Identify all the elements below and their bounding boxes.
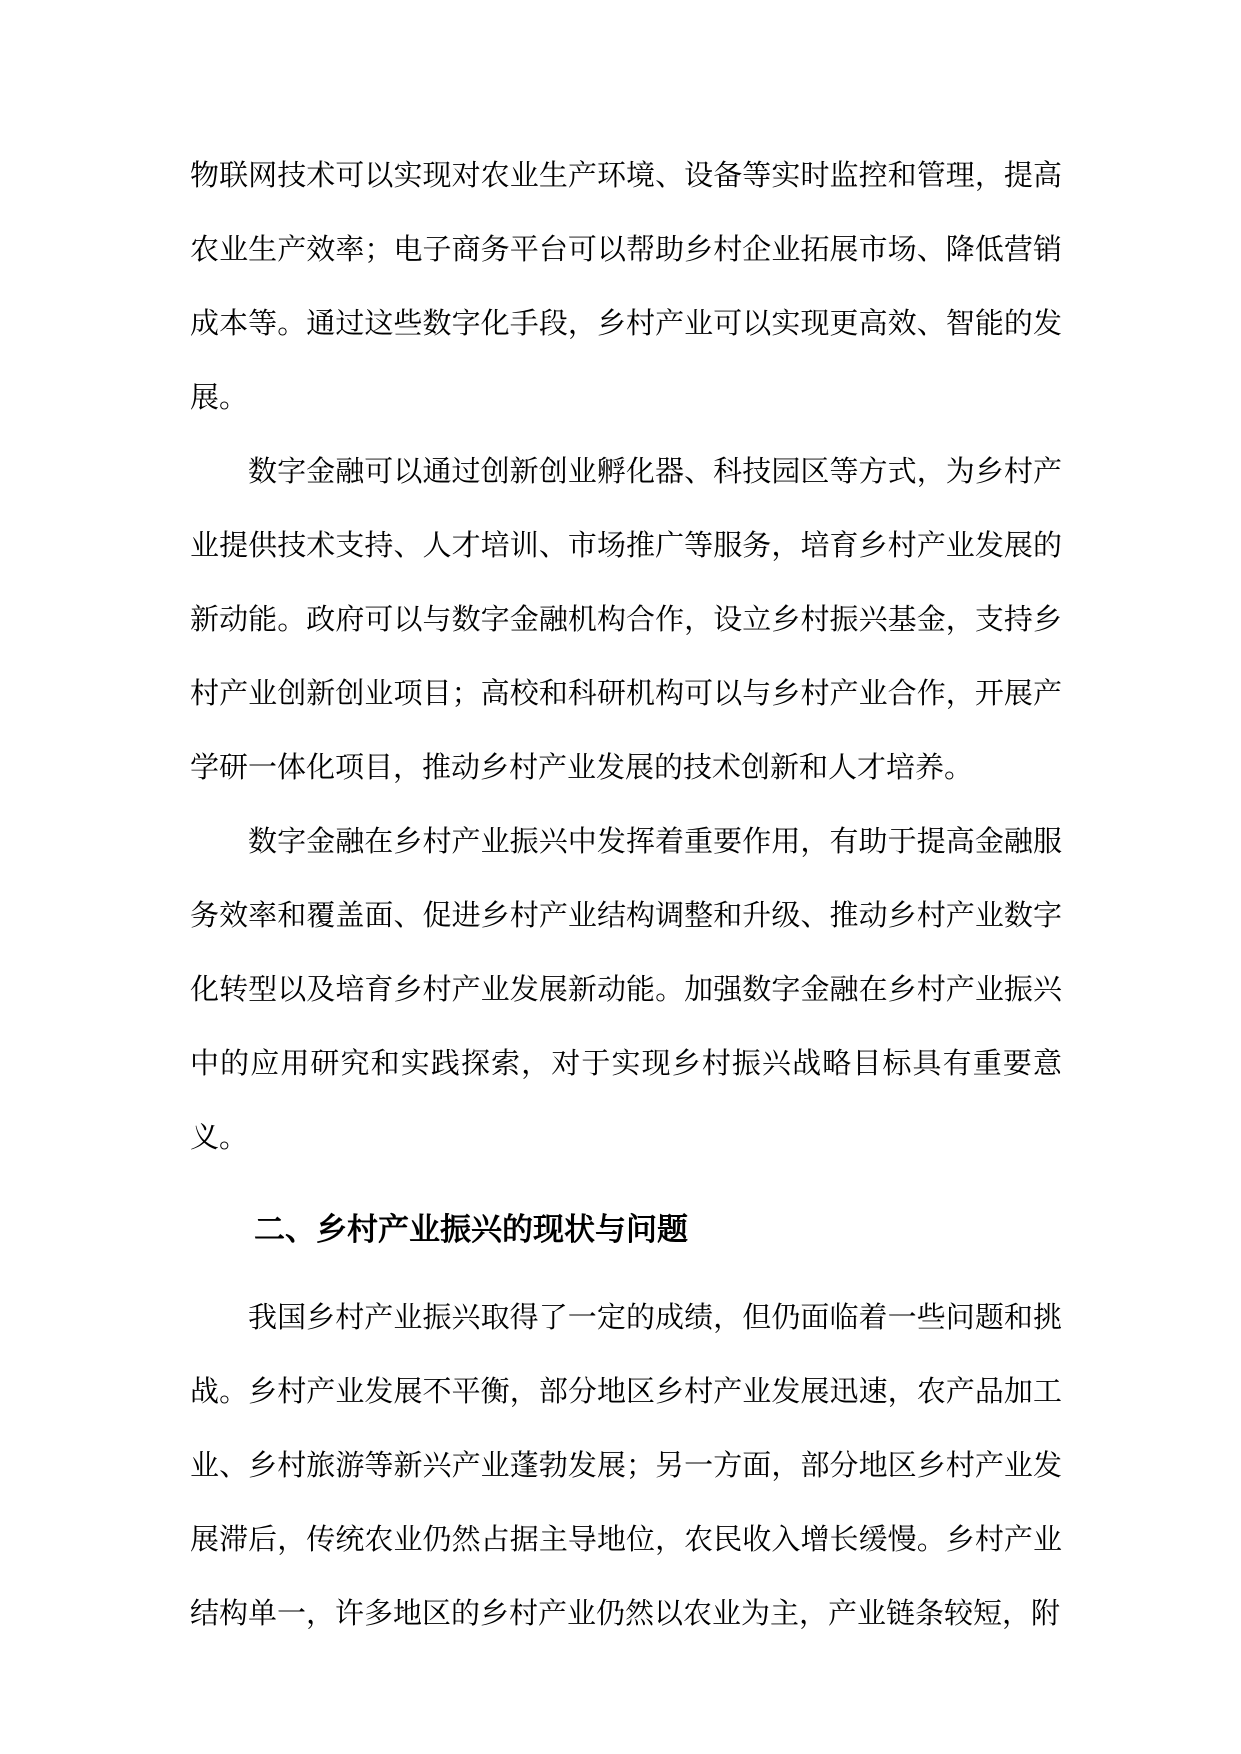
paragraph-continuation: 物联网技术可以实现对农业生产环境、设备等实时监控和管理，提高农业生产效率；电子商务平台可以帮助乡村企业拓展市场、降低营销成本等。通过这些数字化手段，乡村产业可以实现更高效、智能的发展。 xyxy=(190,158,1062,414)
section-heading: 二、乡村产业振兴的现状与问题 xyxy=(254,1212,688,1248)
paragraph-current-status: 我国乡村产业振兴取得了一定的成绩，但仍面临着一些问题和挑战。乡村产业发展不平衡，部分地区乡村产业发展迅速，农产品加工业、乡村旅游等新兴产业蓬勃发展；另一方面，部分地区乡村产业发展滞后，传统农业仍然占据主导地位，农民收入增长缓慢。乡村产业结构单一，许多地区的乡村产业仍然以农业为主，产业链条较短，附 xyxy=(190,1300,1062,1630)
paragraph-digital-incubation: 数字金融可以通过创新创业孵化器、科技园区等方式，为乡村产业提供技术支持、人才培训、市场推广等服务，培育乡村产业发展的新动能。政府可以与数字金融机构合作，设立乡村振兴基金，支持乡村产业创新创业项目；高校和科研机构可以与乡村产业合作，开展产学研一体化项目，推动乡村产业发展的技术创新和人才培养。 xyxy=(190,454,1062,784)
document-body xyxy=(190,138,1062,1650)
paragraph-digital-finance-role: 数字金融在乡村产业振兴中发挥着重要作用，有助于提高金融服务效率和覆盖面、促进乡村产业结构调整和升级、推动乡村产业数字化转型以及培育乡村产业发展新动能。加强数字金融在乡村产业振兴中的应用研究和实践探索，对于实现乡村振兴战略目标具有重要意义。 xyxy=(190,824,1062,1154)
